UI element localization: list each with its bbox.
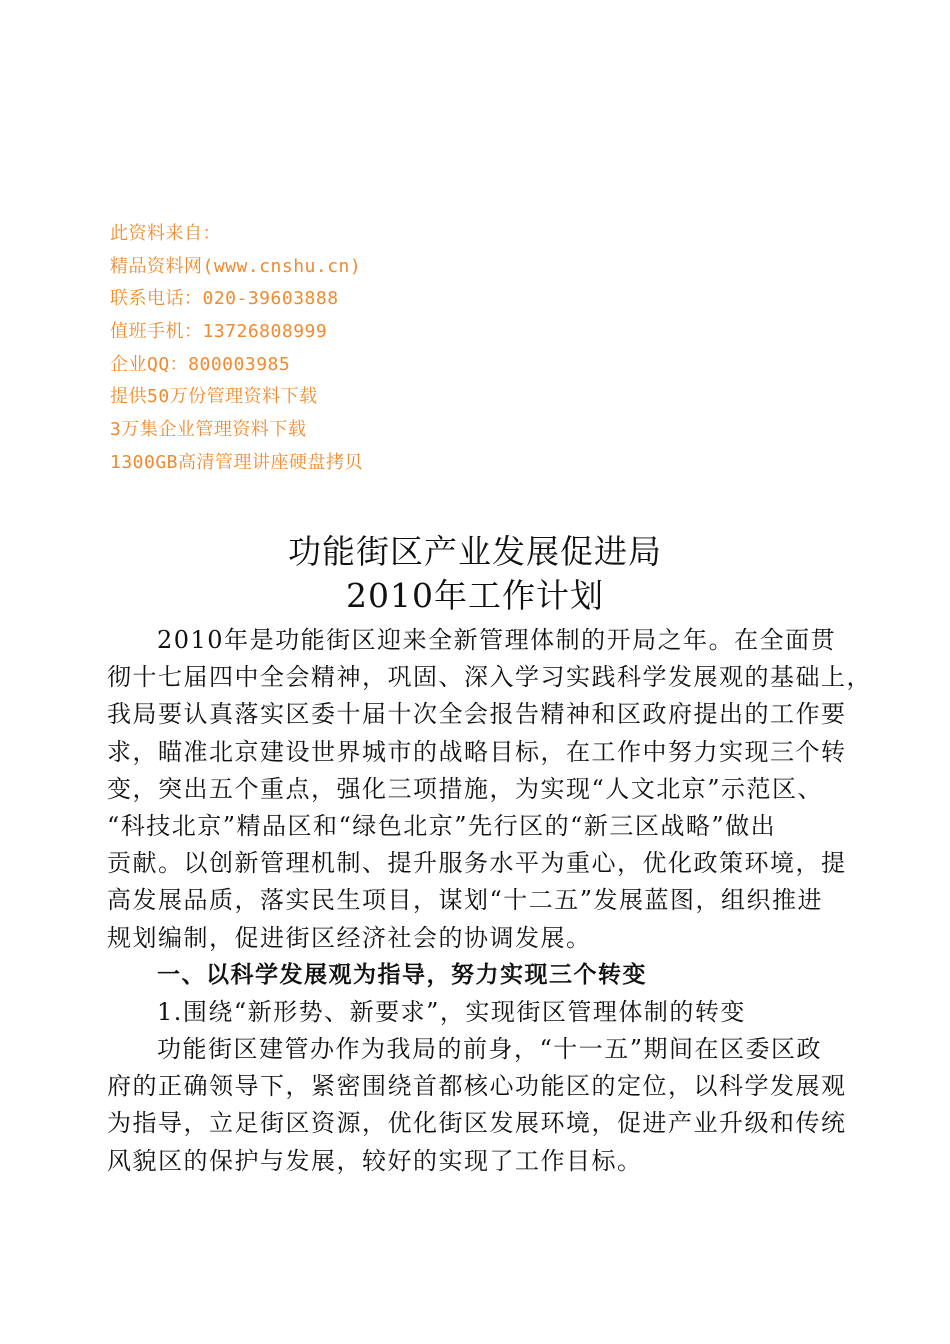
paragraph-line: 2010年是功能街区迎来全新管理体制的开局之年。在全面贯	[157, 626, 837, 654]
source-line: 此资料来自：	[110, 223, 221, 244]
paragraph-line: “科技北京”精品区和“绿色北京”先行区的“新三区战略”做出	[107, 811, 777, 840]
paragraph-line: 贡献。以创新管理机制、提升服务水平为重心，优化政策环境，提	[107, 849, 847, 878]
document-title	[0, 530, 950, 618]
offer-line-2: 3万集企业管理资料下载	[110, 419, 307, 441]
paragraph-line: 风貌区的保护与发展，较好的实现了工作目标。	[107, 1146, 643, 1175]
offer-line-1: 提供50万份管理资料下载	[110, 386, 318, 408]
source-info-block	[110, 218, 530, 480]
paragraph-line: 变，突出五个重点，强化三项措施，为实现“人文北京”示范区、	[107, 774, 824, 803]
title-line-1: 功能街区产业发展促进局	[288, 532, 662, 571]
website-line: 精品资料网(www.cnshu.cn)	[110, 255, 362, 277]
section-heading: 一、以科学发展观为指导，努力实现三个转变	[157, 961, 647, 988]
paragraph-line: 彻十七届四中全会精神，巩固、深入学习实践科学发展观的基础上，	[107, 663, 872, 692]
phone-line: 联系电话：020-39603888	[110, 288, 339, 310]
paragraph-line: 我局要认真落实区委十届十次全会报告精神和区政府提出的工作要	[107, 700, 847, 729]
title-line-2: 2010年工作计划	[346, 576, 604, 615]
paragraph-line: 高发展品质，落实民生项目，谋划“十二五”发展蓝图，组织推进	[107, 886, 824, 915]
subsection-heading: 1.围绕“新形势、新要求”，实现街区管理体制的转变	[157, 997, 746, 1026]
paragraph-line: 求，瞄准北京建设世界城市的战略目标，在工作中努力实现三个转	[107, 737, 847, 766]
paragraph-line: 府的正确领导下，紧密围绕首都核心功能区的定位，以科学发展观	[107, 1072, 847, 1101]
paragraph-line: 为指导，立足街区资源，优化街区发展环境，促进产业升级和传统	[107, 1109, 847, 1138]
qq-line: 企业QQ：800003985	[110, 353, 291, 375]
offer-line-3: 1300GB高清管理讲座硬盘拷贝	[110, 451, 364, 473]
mobile-line: 值班手机：13726808999	[110, 321, 328, 343]
paragraph-line: 功能街区建管办作为我局的前身，“十一五”期间在区委区政	[157, 1035, 823, 1064]
document-body	[107, 622, 872, 1180]
paragraph-line: 规划编制，促进街区经济社会的协调发展。	[107, 923, 592, 952]
